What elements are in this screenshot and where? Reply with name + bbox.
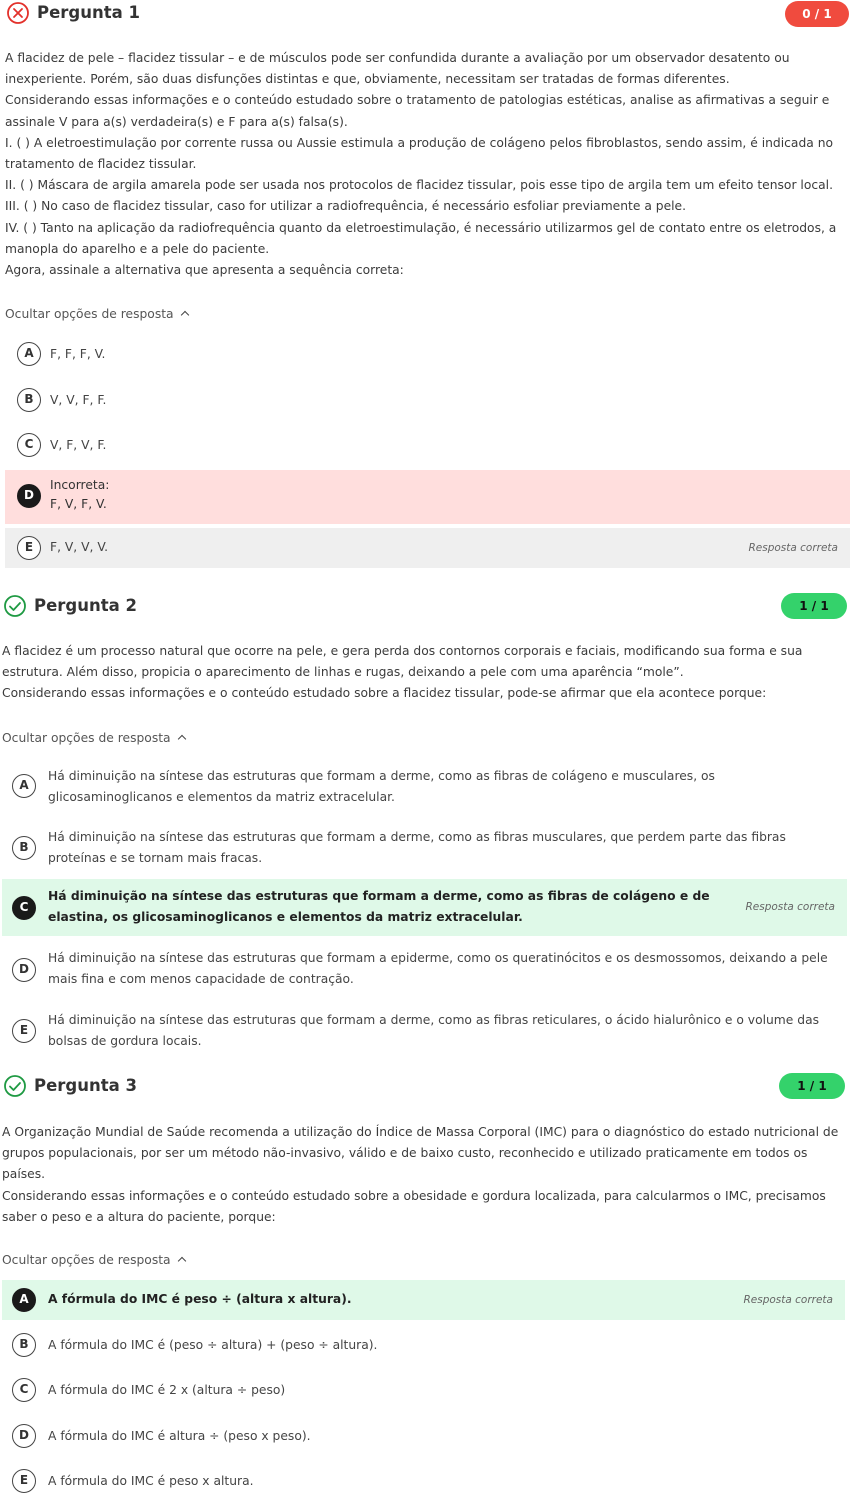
question-paragraph: II. ( ) Máscara de argila amarela pode ser usada nos protocolos de flacidez tissular, pois esse tipo de argila tem um efeito tensor local.: [5, 178, 833, 193]
question-body: [5, 48, 843, 281]
hide-options-toggle[interactable]: [5, 307, 188, 321]
option-letter: E: [12, 1469, 36, 1493]
option-a[interactable]: [5, 340, 850, 370]
option-text: F, V, F, V.: [50, 497, 107, 511]
question-paragraph: A flacidez de pele – flacidez tissular – e de músculos pode ser confundida durante a avaliação por um observador desatento ou inexperiente. Porém, são duas disfunções distintas e que, obviamente, necessitam ser tratadas de formas diferentes.: [5, 51, 790, 87]
option-text: Há diminuição na síntese das estruturas que formam a derme, como as fibras reticulares, o ácido hialurônico e o volume das bolsas de gordura locais.: [48, 1013, 820, 1048]
incorrect-label: Incorreta:: [50, 478, 110, 492]
option-text: A fórmula do IMC é peso ÷ (altura x altura).: [48, 1292, 352, 1306]
option-e[interactable]: [2, 1467, 845, 1497]
option-text: A fórmula do IMC é (peso ÷ altura) + (peso ÷ altura).: [48, 1338, 378, 1352]
question-paragraph: Considerando essas informações e o conteúdo estudado sobre o tratamento de patologias estéticas, analise as afirmativas a seguir e assinale V para a(s) verdadeira(s) e F para a(s) falsa(s).: [5, 93, 830, 129]
option-letter: A: [12, 774, 36, 798]
hide-options-toggle[interactable]: [2, 1253, 185, 1267]
question-title: Pergunta 2: [34, 596, 137, 615]
question-paragraph: Agora, assinale a alternativa que apresenta a sequência correta:: [5, 263, 404, 278]
chevron-up-icon: [177, 1257, 185, 1265]
chevron-up-icon: [177, 735, 185, 743]
option-a[interactable]: [2, 764, 847, 808]
option-text: Há diminuição na síntese das estruturas que formam a derme, como as fibras de colágeno e de elastina, os glicosaminoglicanos e elementos da matriz extracelular.: [48, 889, 710, 924]
option-text: F, F, F, V.: [50, 347, 106, 361]
option-b[interactable]: [5, 386, 850, 416]
question-header: [0, 592, 851, 620]
option-text: A fórmula do IMC é altura ÷ (peso x peso).: [48, 1429, 311, 1443]
option-letter: B: [12, 836, 36, 860]
option-d[interactable]: [2, 948, 847, 992]
option-text: Há diminuição na síntese das estruturas que formam a epiderme, como os queratinócitos e os desmossomos, deixando a pele mais fina e com menos capacidade de contração.: [48, 951, 828, 986]
score-badge: 0 / 1: [785, 1, 849, 27]
option-text: Há diminuição na síntese das estruturas que formam a derme, como as fibras musculares, que perdem parte das fibras proteínas e se tornam mais fracas.: [48, 830, 786, 865]
question-paragraph: A Organização Mundial de Saúde recomenda a utilização do Índice de Massa Corporal (IMC) para o diagnóstico do estado nutricional de grupos populacionais, por ser um método não-invasivo, válido e de baixo custo, reconhecido e utilizado praticamente em todos os países.: [2, 1125, 839, 1182]
question-header: [0, 1072, 851, 1100]
option-d[interactable]: [2, 1422, 845, 1452]
option-letter: B: [17, 388, 41, 412]
option-d-selected-incorrect[interactable]: [5, 470, 850, 524]
option-text: V, F, V, F.: [50, 438, 107, 452]
option-text: F, V, V, V.: [50, 540, 109, 554]
question-paragraph: IV. ( ) Tanto na aplicação da radiofrequência quanto da eletroestimulação, é necessário utilizarmos gel de contato entre os eletrodos, a manopla do aparelho e a pele do paciente.: [5, 220, 837, 256]
question-paragraph: Considerando essas informações e o conteúdo estudado sobre a flacidez tissular, pode-se afirmar que ela acontece porque:: [2, 686, 767, 701]
correct-answer-label: Resposta correta: [745, 901, 835, 913]
option-c-selected-correct[interactable]: [2, 879, 847, 936]
question-body: [2, 1122, 842, 1228]
question-header: [0, 0, 851, 28]
question-title: Pergunta 1: [37, 3, 140, 22]
option-e-correct-answer[interactable]: [5, 528, 850, 568]
option-b[interactable]: [2, 826, 847, 870]
score-badge: 1 / 1: [779, 1073, 845, 1099]
correct-check-icon: [3, 1074, 27, 1098]
hide-options-toggle[interactable]: [2, 731, 185, 745]
option-c[interactable]: [5, 431, 850, 461]
toggle-label: Ocultar opções de resposta: [5, 307, 174, 321]
option-a-selected-correct[interactable]: [2, 1280, 845, 1320]
option-letter: E: [17, 536, 41, 560]
correct-check-icon: [3, 594, 27, 618]
toggle-label: Ocultar opções de resposta: [2, 1253, 171, 1267]
option-letter: D: [12, 1424, 36, 1448]
option-text: Há diminuição na síntese das estruturas que formam a derme, como as fibras de colágeno e musculares, os glicosaminoglicanos e elementos da matriz extracelular.: [48, 769, 715, 804]
chevron-up-icon: [180, 311, 188, 319]
correct-answer-label: Resposta correta: [748, 542, 838, 554]
option-letter: C: [12, 1378, 36, 1402]
option-letter: C: [12, 896, 36, 920]
question-paragraph: III. ( ) No caso de flacidez tissular, caso for utilizar a radiofrequência, é necessário esfoliar previamente a pele.: [5, 199, 687, 214]
option-letter: E: [12, 1019, 36, 1043]
option-letter: A: [17, 342, 41, 366]
option-text: V, V, F, F.: [50, 393, 107, 407]
question-paragraph: Considerando essas informações e o conteúdo estudado sobre a obesidade e gordura localizada, para calcularmos o IMC, precisamos saber o peso e a altura do paciente, porque:: [2, 1188, 826, 1224]
option-letter: D: [12, 958, 36, 982]
incorrect-x-icon: [6, 1, 30, 25]
question-paragraph: I. ( ) A eletroestimulação por corrente russa ou Aussie estimula a produção de colágeno pelos fibroblastos, sendo assim, é indicada no tratamento de flacidez tissular.: [5, 135, 834, 172]
question-body: [2, 641, 840, 705]
option-letter: B: [12, 1333, 36, 1357]
option-text: A fórmula do IMC é 2 x (altura ÷ peso): [48, 1383, 286, 1397]
option-letter: D: [17, 484, 41, 508]
option-b[interactable]: [2, 1331, 845, 1361]
option-c[interactable]: [2, 1376, 845, 1406]
option-letter: A: [12, 1288, 36, 1312]
option-text: A fórmula do IMC é peso x altura.: [48, 1474, 254, 1488]
option-e[interactable]: [2, 1009, 847, 1053]
question-title: Pergunta 3: [34, 1076, 137, 1095]
question-paragraph: A flacidez é um processo natural que ocorre na pele, e gera perda dos contornos corporais e faciais, modificando sua forma e sua estrutura. Além disso, propicia o aparecimento de linhas e rugas, deixando a pele com uma aparência “mole”.: [2, 644, 803, 680]
correct-answer-label: Resposta correta: [743, 1294, 833, 1306]
score-badge: 1 / 1: [781, 593, 847, 619]
option-letter: C: [17, 433, 41, 457]
toggle-label: Ocultar opções de resposta: [2, 731, 171, 745]
